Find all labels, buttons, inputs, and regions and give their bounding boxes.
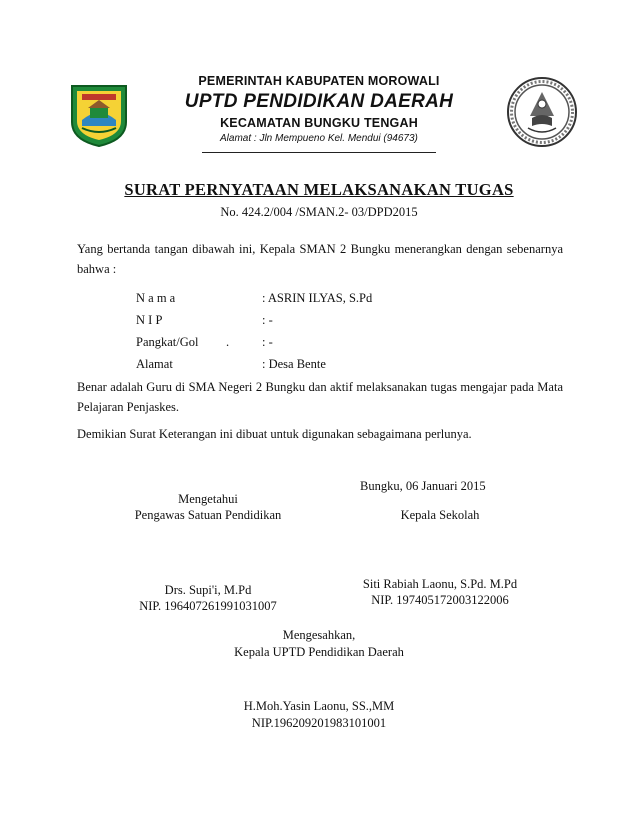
acknowledge-label: Mengetahui bbox=[178, 492, 238, 506]
document-title: SURAT PERNYATAAN MELAKSANAKAN TUGAS bbox=[124, 180, 514, 199]
field-label-address: Alamat bbox=[136, 357, 173, 371]
field-label-nip: N I P bbox=[136, 313, 163, 327]
field-label-rank: Pangkat/Gol bbox=[136, 335, 199, 349]
office-name: UPTD PENDIDIKAN DAERAH bbox=[184, 91, 454, 112]
district-name: KECAMATAN BUNGKU TENGAH bbox=[220, 116, 418, 130]
statement-paragraph: Benar adalah Guru di SMA Negeri 2 Bungku dan aktif melaksanakan tugas mengajar pada Mata Pelajaran Penjaskes. bbox=[77, 380, 563, 414]
closing-paragraph: Demikian Surat Keterangan ini dibuat untuk digunakan sebagaimana perlunya. bbox=[77, 427, 472, 441]
intro-paragraph: Yang bertanda tangan dibawah ini, Kepala SMAN 2 Bungku menerangkan dengan sebenarnya bahwa : bbox=[77, 242, 563, 276]
principal-name: Siti Rabiah Laonu, S.Pd. M.Pd bbox=[362, 577, 518, 591]
document-number: No. 424.2/004 /SMAN.2- 03/DPD2015 bbox=[220, 205, 418, 219]
field-value-nip: : - bbox=[262, 313, 273, 327]
letterhead-divider bbox=[202, 152, 436, 153]
field-label-name: N a m a bbox=[136, 291, 176, 305]
field-value-rank: : - bbox=[262, 335, 273, 349]
office-address: Alamat : Jln Mempueno Kel. Mendui (94673) bbox=[220, 133, 418, 144]
supervisor-name: Drs. Supi'i, M.Pd bbox=[164, 583, 252, 597]
place-date: Bungku, 06 Januari 2015 bbox=[360, 479, 486, 493]
principal-role: Kepala Sekolah bbox=[400, 508, 480, 522]
field-value-address: : Desa Bente bbox=[262, 357, 326, 371]
approve-label: Mengesahkan, bbox=[282, 628, 356, 642]
supervisor-nip: NIP. 196407261991031007 bbox=[139, 599, 277, 613]
supervisor-role: Pengawas Satuan Pendidikan bbox=[134, 508, 282, 522]
government-name: PEMERINTAH KABUPATEN MOROWALI bbox=[198, 74, 440, 88]
uptd-head-name: H.Moh.Yasin Laonu, SS.,MM bbox=[243, 699, 395, 713]
uptd-head-nip: NIP.196209201983101001 bbox=[251, 716, 387, 730]
principal-nip: NIP. 197405172003122006 bbox=[371, 593, 509, 607]
field-dot-rank: . bbox=[226, 335, 230, 349]
field-value-name: : ASRIN ILYAS, S.Pd bbox=[262, 291, 373, 305]
uptd-head-role: Kepala UPTD Pendidikan Daerah bbox=[234, 645, 404, 659]
